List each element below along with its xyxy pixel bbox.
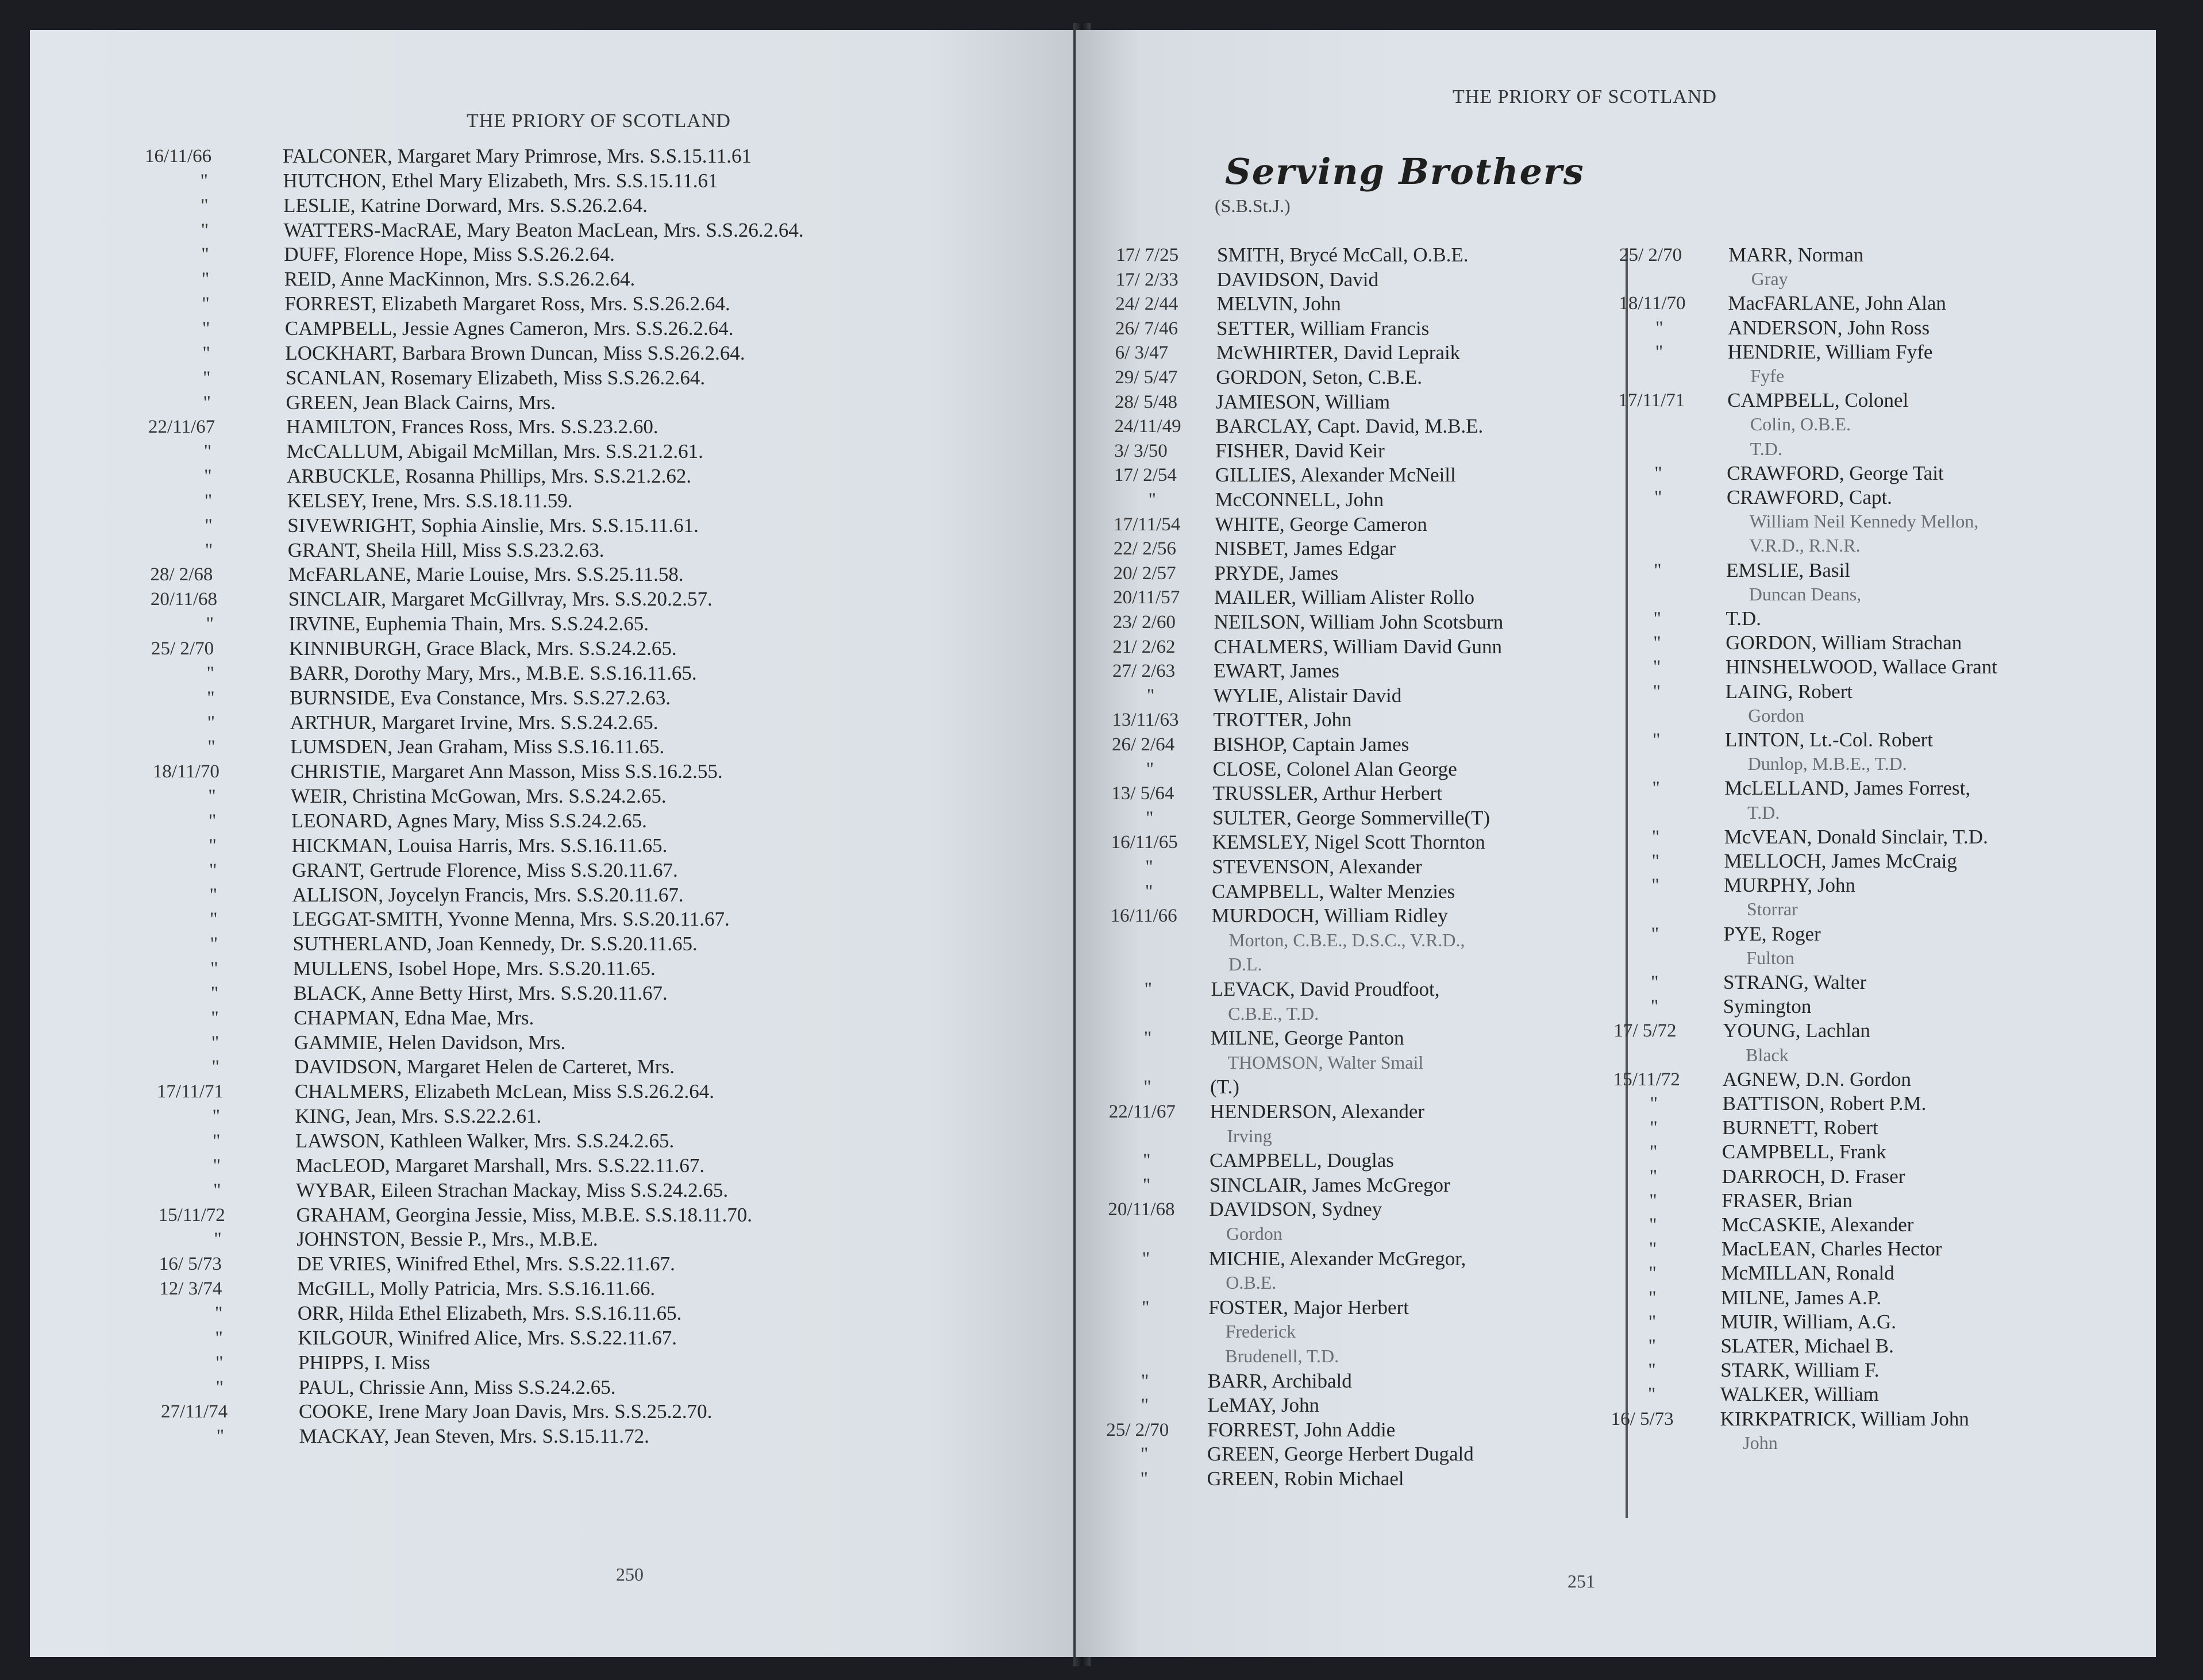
member-entry: KILGOUR, Winifred Alice, Mrs. S.S.22.11.67.	[298, 1326, 677, 1349]
member-entry: MacLEOD, Margaret Marshall, Mrs. S.S.22.11.67.	[295, 1154, 705, 1177]
entry-date: 20/11/57	[1113, 587, 1180, 608]
entry-date: 25/ 2/70	[1619, 245, 1682, 265]
member-entry: GILLIES, Alexander McNeill	[1215, 464, 1456, 487]
member-entry: ORR, Hilda Ethel Elizabeth, Mrs. S.S.16.11.65.	[297, 1301, 682, 1324]
member-entry: MacFARLANE, John Alan	[1728, 292, 1946, 315]
entry-date: "	[1145, 857, 1153, 877]
member-entry: McLELLAND, James Forrest,	[1724, 777, 1971, 800]
member-entry: STEVENSON, Alexander	[1212, 856, 1422, 878]
entry-date: "	[210, 934, 218, 955]
entry-date: "	[209, 884, 217, 905]
member-entry: FORREST, John Addie	[1207, 1418, 1396, 1441]
entry-date: "	[1651, 826, 1660, 847]
member-entry: WEIR, Christina McGowan, Mrs. S.S.24.2.65.	[291, 785, 667, 808]
entry-date: "	[205, 515, 213, 536]
member-entry: SINCLAIR, Margaret McGillvray, Mrs. S.S.20.2.57.	[288, 588, 712, 611]
member-entry: D.L.	[1228, 954, 1262, 975]
member-entry: Brudenell, T.D.	[1225, 1346, 1339, 1366]
entry-date: "	[1653, 681, 1661, 702]
member-entry: GRAHAM, Georgina Jessie, Miss, M.B.E. S.S.18.11.70.	[296, 1203, 753, 1226]
entry-date: "	[201, 244, 209, 265]
member-entry: DAVIDSON, Margaret Helen de Carteret, Mrs.	[294, 1055, 675, 1078]
member-entry: FOSTER, Major Herbert	[1208, 1296, 1409, 1319]
entry-date: 20/11/68	[150, 589, 218, 610]
member-entry: Dunlop, M.B.E., T.D.	[1747, 753, 1907, 775]
member-entry: Symington	[1723, 995, 1812, 1018]
entry-date: "	[211, 1007, 219, 1028]
member-entry: BARCLAY, Capt. David, M.B.E.	[1215, 415, 1484, 438]
entry-date: "	[214, 1229, 222, 1250]
entry-date: 28/ 2/68	[150, 564, 213, 585]
member-entry: WYLIE, Alistair David	[1213, 684, 1402, 707]
entry-date: "	[211, 1032, 219, 1053]
member-entry: JOHNSTON, Bessie P., Mrs., M.B.E.	[296, 1228, 598, 1251]
member-entry: THOMSON, Walter Smail	[1227, 1051, 1424, 1073]
entry-date: "	[1654, 463, 1662, 484]
entry-date: "	[1143, 1028, 1152, 1049]
entry-date: 16/11/66	[1110, 905, 1177, 927]
member-entry: AGNEW, D.N. Gordon	[1722, 1068, 1912, 1091]
member-entry: McCONNELL, John	[1215, 488, 1384, 511]
entry-date: "	[206, 662, 215, 684]
member-entry: COOKE, Irene Mary Joan Davis, Mrs. S.S.25.2.70.	[299, 1400, 712, 1423]
entry-date: "	[206, 614, 214, 635]
member-entry: KELSEY, Irene, Mrs. S.S.18.11.59.	[287, 489, 573, 512]
member-entry: MELLOCH, James McCraig	[1724, 850, 1957, 872]
member-entry: PRYDE, James	[1214, 561, 1339, 584]
entry-date: "	[1655, 317, 1663, 338]
member-entry: MELVIN, John	[1216, 292, 1341, 315]
entry-date: "	[1653, 608, 1661, 629]
member-entry: PYE, Roger	[1723, 922, 1821, 945]
entry-date: 16/ 5/73	[159, 1254, 222, 1275]
member-entry: Gordon	[1748, 704, 1805, 726]
member-entry: WALKER, William	[1720, 1383, 1879, 1406]
entry-date: "	[1649, 1287, 1657, 1308]
member-entry: Storrar	[1746, 899, 1798, 920]
member-entry: DARROCH, D. Fraser	[1721, 1165, 1905, 1188]
member-entry: FALCONER, Margaret Mary Primrose, Mrs. S.S.15.11.61	[283, 145, 752, 167]
member-entry: KIRKPATRICK, William John	[1720, 1407, 1969, 1430]
entry-date: 21/ 2/62	[1112, 636, 1176, 657]
member-entry: STARK, William F.	[1720, 1359, 1880, 1382]
member-entry: McFARLANE, Marie Louise, Mrs. S.S.25.11.58.	[288, 563, 684, 586]
member-entry: WYBAR, Eileen Strachan Mackay, Miss S.S.24.2.65.	[296, 1178, 729, 1201]
entry-date: 26/ 2/64	[1112, 734, 1175, 755]
member-entry: Black	[1746, 1044, 1789, 1065]
member-entry: T.D.	[1726, 607, 1762, 630]
member-entry: SIVEWRIGHT, Sophia Ainslie, Mrs. S.S.15.11.61.	[287, 514, 699, 537]
entry-date: "	[1649, 1263, 1657, 1284]
member-entry: O.B.E.	[1226, 1272, 1277, 1293]
entry-date: 12/ 3/74	[159, 1278, 222, 1300]
entry-date: "	[1140, 1469, 1148, 1489]
section-heading: Serving Brothers	[1225, 151, 1585, 192]
member-entry: McWHIRTER, David Lepraik	[1216, 341, 1461, 364]
member-entry: BARR, Archibald	[1207, 1369, 1352, 1392]
member-entry: LAING, Robert	[1725, 680, 1853, 703]
entry-date: "	[208, 786, 216, 807]
member-entry: WHITE, George Cameron	[1215, 513, 1427, 535]
entry-date: 27/11/74	[161, 1401, 228, 1423]
member-entry: SETTER, William Francis	[1216, 317, 1430, 340]
entry-date: 17/ 7/25	[1116, 245, 1179, 265]
entry-date: "	[1648, 1336, 1656, 1357]
member-entry: ALLISON, Joycelyn Francis, Mrs. S.S.20.11.67.	[292, 883, 684, 906]
column-divider	[1626, 248, 1628, 1518]
member-entry: FISHER, David Keir	[1215, 439, 1385, 462]
member-entry: SCANLAN, Rosemary Elizabeth, Miss S.S.26.2.64.	[285, 366, 706, 389]
member-entry: HAMILTON, Frances Ross, Mrs. S.S.23.2.60.	[286, 415, 658, 438]
member-entry: PHIPPS, I. Miss	[298, 1351, 430, 1374]
member-entry: ARBUCKLE, Rosanna Phillips, Mrs. S.S.21.2.62.	[287, 465, 692, 488]
entry-date: "	[202, 367, 211, 388]
member-entry: LESLIE, Katrine Dorward, Mrs. S.S.26.2.64.	[283, 194, 648, 217]
entry-date: 17/ 5/72	[1613, 1020, 1677, 1042]
member-entry: HUTCHON, Ethel Mary Elizabeth, Mrs. S.S.15.11.61	[283, 169, 718, 192]
entry-date: 17/ 2/33	[1115, 269, 1178, 290]
member-entry: Fulton	[1746, 947, 1794, 968]
member-entry: ARTHUR, Margaret Irvine, Mrs. S.S.24.2.65.	[290, 711, 658, 734]
entry-date: "	[207, 687, 215, 708]
entry-date: 13/ 5/64	[1111, 783, 1174, 804]
member-entry: GRANT, Gertrude Florence, Miss S.S.20.11.67.	[291, 858, 678, 881]
entry-date: "	[200, 170, 209, 191]
entry-date: "	[215, 1327, 223, 1348]
entry-date: "	[212, 1106, 220, 1127]
member-entry: FORREST, Elizabeth Margaret Ross, Mrs. S.S.26.2.64.	[284, 292, 730, 315]
member-entry: William Neil Kennedy Mellon,	[1749, 511, 1979, 532]
member-entry: MARR, Norman	[1728, 244, 1864, 266]
entry-date: 20/ 2/57	[1113, 562, 1176, 584]
member-entry: GRANT, Sheila Hill, Miss S.S.23.2.63.	[287, 538, 604, 561]
entry-date: "	[215, 1377, 224, 1398]
member-entry: MacLEAN, Charles Hector	[1721, 1238, 1942, 1261]
entry-date: "	[1650, 1093, 1658, 1114]
entry-date: "	[202, 294, 210, 315]
entry-date: "	[208, 810, 217, 831]
member-entry: GREEN, George Herbert Dugald	[1207, 1443, 1474, 1466]
entry-date: "	[202, 318, 210, 339]
entry-date: "	[1651, 851, 1659, 872]
member-entry: MURPHY, John	[1724, 874, 1856, 897]
entry-date: "	[1651, 923, 1659, 945]
left-page	[30, 30, 1087, 1657]
entry-date: "	[1145, 807, 1154, 829]
member-entry: KING, Jean, Mrs. S.S.22.2.61.	[295, 1105, 542, 1128]
entry-date: "	[213, 1155, 221, 1176]
member-entry: McMILLAN, Ronald	[1721, 1262, 1894, 1285]
entry-date: "	[209, 860, 217, 881]
entry-date: "	[1146, 685, 1155, 706]
member-entry: MULLENS, Isobel Hope, Mrs. S.S.20.11.65.	[293, 957, 656, 980]
entry-date: 23/ 2/60	[1112, 612, 1176, 633]
right-page	[1076, 30, 2156, 1657]
member-entry: BISHOP, Captain James	[1213, 733, 1409, 756]
entry-date: "	[1648, 1311, 1657, 1332]
entry-date: 17/11/71	[156, 1081, 224, 1103]
member-entry: EWART, James	[1214, 660, 1339, 683]
member-entry: Frederick	[1225, 1321, 1296, 1342]
member-entry: GORDON, William Strachan	[1726, 631, 1962, 654]
member-entry: LOCKHART, Barbara Brown Duncan, Miss S.S.26.2.64.	[285, 341, 745, 364]
entry-date: "	[1648, 1360, 1656, 1381]
entry-date: 16/11/65	[1111, 832, 1178, 853]
member-entry: KEMSLEY, Nigel Scott Thornton	[1212, 831, 1485, 854]
member-entry: SUTHERLAND, Joan Kennedy, Dr. S.S.20.11.65.	[292, 933, 698, 955]
member-entry: CAMPBELL, Walter Menzies	[1211, 880, 1455, 903]
entry-date: 15/11/72	[1613, 1069, 1680, 1090]
member-entry: JAMIESON, William	[1215, 390, 1391, 413]
member-entry: LEGGAT-SMITH, Yvonne Menna, Mrs. S.S.20.11.67.	[292, 908, 730, 931]
member-entry: MACKAY, Jean Steven, Mrs. S.S.15.11.72.	[299, 1425, 649, 1448]
member-entry: Gray	[1751, 268, 1788, 290]
member-entry: STRANG, Walter	[1723, 971, 1867, 993]
member-entry: CLOSE, Colonel Alan George	[1212, 757, 1457, 780]
member-entry: MURDOCH, William Ridley	[1211, 904, 1448, 927]
entry-date: 22/11/67	[1108, 1101, 1176, 1122]
member-entry: CAMPBELL, Douglas	[1210, 1149, 1394, 1172]
entry-date: "	[207, 712, 215, 733]
member-entry: MUIR, William, A.G.	[1720, 1310, 1896, 1333]
entry-date: 24/ 2/44	[1115, 294, 1178, 315]
member-entry: Colin, O.B.E.	[1750, 414, 1851, 435]
entry-date: 22/11/67	[148, 417, 215, 438]
entry-date: "	[216, 1426, 225, 1447]
member-entry: McVEAN, Donald Sinclair, T.D.	[1724, 825, 1988, 848]
member-entry: KINNIBURGH, Grace Black, Mrs. S.S.24.2.65.	[289, 637, 677, 660]
member-entry: GORDON, Seton, C.B.E.	[1216, 366, 1423, 388]
section-subheading: (S.B.St.J.)	[1215, 195, 1291, 216]
member-entry: DAVIDSON, Sydney	[1209, 1198, 1382, 1221]
entry-date: "	[214, 1303, 223, 1324]
member-entry: BURNSIDE, Eva Constance, Mrs. S.S.27.2.63.	[290, 686, 671, 709]
member-entry: Fyfe	[1750, 365, 1785, 386]
entry-date: "	[201, 269, 210, 290]
member-entry: TRUSSLER, Arthur Herbert	[1212, 782, 1442, 805]
entry-date: 24/11/49	[1114, 416, 1181, 437]
member-entry: ANDERSON, John Ross	[1728, 316, 1930, 339]
entry-date: "	[1654, 560, 1662, 581]
entry-date: 29/ 5/47	[1115, 367, 1178, 388]
member-entry: Duncan Deans,	[1748, 583, 1862, 604]
entry-date: "	[1144, 979, 1152, 1000]
entry-date: "	[1655, 341, 1663, 363]
entry-date: "	[1647, 1384, 1656, 1405]
member-entry: HICKMAN, Louisa Harris, Mrs. S.S.16.11.65.	[291, 834, 668, 857]
entry-date: "	[211, 1057, 219, 1078]
entry-date: 26/ 7/46	[1115, 318, 1178, 339]
member-entry: CHAPMAN, Edna Mae, Mrs.	[294, 1006, 534, 1029]
entry-date: 15/11/72	[158, 1204, 225, 1226]
entry-date: "	[1140, 1444, 1149, 1465]
entry-date: "	[209, 835, 217, 856]
member-entry: BURNETT, Robert	[1722, 1116, 1878, 1139]
member-entry: HINSHELWOOD, Wallace Grant	[1725, 656, 1997, 679]
member-entry: CRAWFORD, George Tait	[1727, 461, 1944, 484]
member-entry: FRASER, Brian	[1721, 1189, 1852, 1212]
member-entry: Gordon	[1226, 1223, 1282, 1244]
entry-date: 17/ 2/54	[1114, 465, 1177, 486]
member-entry: Irving	[1227, 1125, 1272, 1146]
member-entry: TROTTER, John	[1213, 708, 1352, 731]
entry-date: 3/ 3/50	[1114, 440, 1168, 461]
member-entry: SULTER, George Sommerville(T)	[1212, 806, 1491, 829]
member-entry: LEVACK, David Proudfoot,	[1211, 978, 1440, 1000]
member-entry: GREEN, Robin Michael	[1207, 1467, 1404, 1490]
member-entry: DAVIDSON, David	[1216, 268, 1378, 291]
member-entry: V.R.D., R.N.R.	[1749, 535, 1861, 556]
member-entry: McGILL, Molly Patricia, Mrs. S.S.16.11.66.	[297, 1277, 656, 1300]
entry-date: 16/ 5/73	[1611, 1408, 1674, 1429]
entry-date: 18/11/70	[1619, 293, 1686, 314]
member-entry: CHALMERS, William David Gunn	[1214, 635, 1502, 658]
entry-date: "	[201, 219, 209, 241]
entry-date: "	[1143, 1077, 1151, 1098]
member-entry: C.B.E., T.D.	[1228, 1003, 1319, 1024]
entry-date: "	[204, 490, 213, 511]
entry-date: "	[1148, 490, 1156, 510]
member-entry: CAMPBELL, Colonel	[1727, 389, 1909, 412]
entry-date: "	[204, 466, 212, 487]
entry-date: "	[1653, 657, 1661, 678]
entry-date: 25/ 2/70	[1106, 1419, 1169, 1440]
running-head: THE PRIORY OF SCOTLAND	[1453, 86, 1717, 107]
member-entry: CRAWFORD, Capt.	[1727, 486, 1892, 508]
entry-date: "	[1654, 487, 1662, 508]
member-entry: LEONARD, Agnes Mary, Miss S.S.24.2.65.	[291, 809, 647, 832]
entry-date: "	[210, 982, 219, 1004]
member-entry: HENDERSON, Alexander	[1210, 1100, 1425, 1123]
entry-date: "	[1653, 633, 1661, 654]
member-entry: (T.)	[1210, 1076, 1239, 1099]
entry-date: 13/11/63	[1112, 710, 1179, 731]
member-entry: MICHIE, Alexander McGregor,	[1208, 1247, 1466, 1270]
member-entry: LeMAY, John	[1207, 1394, 1320, 1417]
entry-date: "	[1649, 1142, 1658, 1163]
member-entry: MAILER, William Alister Rollo	[1214, 586, 1475, 609]
entry-date: 18/11/70	[152, 761, 219, 783]
entry-date: "	[213, 1180, 221, 1201]
entry-date: 6/ 3/47	[1115, 342, 1169, 364]
entry-date: 22/ 2/56	[1113, 538, 1176, 560]
page-number: 251	[1567, 1571, 1595, 1592]
entry-date: 16/11/66	[145, 146, 212, 167]
member-entry: IRVINE, Euphemia Thain, Mrs. S.S.24.2.65.	[288, 612, 649, 635]
entry-date: "	[1649, 1215, 1657, 1235]
member-entry: McCALLUM, Abigail McMillan, Mrs. S.S.21.2.61.	[286, 440, 703, 463]
member-entry: CHRISTIE, Margaret Ann Masson, Miss S.S.16.2.55.	[290, 760, 723, 783]
entry-date: "	[215, 1352, 224, 1373]
member-entry: NISBET, James Edgar	[1214, 537, 1396, 560]
entry-date: "	[1649, 1166, 1658, 1187]
member-entry: T.D.	[1747, 802, 1780, 823]
member-entry: REID, Anne MacKinnon, Mrs. S.S.26.2.64.	[284, 268, 636, 291]
member-entry: GREEN, Jean Black Cairns, Mrs.	[286, 391, 556, 414]
entry-date: "	[1652, 778, 1660, 799]
entry-date: "	[202, 342, 210, 364]
entry-date: 25/ 2/70	[151, 638, 214, 659]
entry-date: "	[1143, 1150, 1151, 1172]
member-entry: NEILSON, William John Scotsburn	[1214, 611, 1504, 633]
entry-date: "	[1651, 972, 1659, 993]
entry-date: "	[1651, 875, 1659, 896]
entry-date: "	[213, 1131, 221, 1151]
entry-date: "	[201, 195, 209, 216]
entry-date: "	[1146, 758, 1154, 780]
member-entry: DE VRIES, Winifred Ethel, Mrs. S.S.22.11.67.	[296, 1253, 675, 1276]
member-entry: MILNE, George Panton	[1210, 1027, 1404, 1050]
member-entry: T.D.	[1750, 438, 1782, 459]
member-entry: LINTON, Lt.-Col. Robert	[1725, 729, 1933, 751]
entry-date: "	[1145, 881, 1153, 902]
entry-date: "	[203, 392, 211, 413]
member-entry: CAMPBELL, Jessie Agnes Cameron, Mrs. S.S.26.2.64.	[284, 317, 734, 340]
entry-date: "	[203, 441, 212, 463]
member-entry: John	[1743, 1432, 1778, 1453]
entry-date: "	[1650, 996, 1659, 1018]
member-entry: CAMPBELL, Frank	[1721, 1140, 1886, 1163]
member-entry: BLACK, Anne Betty Hirst, Mrs. S.S.20.11.67.	[293, 981, 668, 1004]
entry-date: "	[1141, 1370, 1149, 1392]
entry-date: 17/11/71	[1618, 390, 1685, 411]
running-head: THE PRIORY OF SCOTLAND	[467, 110, 731, 132]
member-entry: SLATER, Michael B.	[1720, 1335, 1894, 1357]
member-entry: MILNE, James A.P.	[1721, 1286, 1882, 1309]
member-entry: SINCLAIR, James McGregor	[1209, 1173, 1450, 1196]
member-entry: GAMMIE, Helen Davidson, Mrs.	[294, 1031, 566, 1054]
entry-date: "	[205, 540, 213, 561]
entry-date: "	[1142, 1248, 1150, 1269]
entry-date: "	[1141, 1395, 1149, 1416]
member-entry: LUMSDEN, Jean Graham, Miss S.S.16.11.65.	[290, 735, 665, 758]
entry-date: "	[1142, 1174, 1151, 1196]
member-entry: PAUL, Chrissie Ann, Miss S.S.24.2.65.	[298, 1375, 616, 1398]
member-entry: Morton, C.B.E., D.S.C., V.R.D.,	[1228, 929, 1465, 950]
member-entry: SMITH, Brycé McCall, O.B.E.	[1217, 244, 1469, 266]
entry-date: "	[210, 909, 218, 930]
entry-date: "	[1650, 1118, 1658, 1139]
entry-date: 20/11/68	[1108, 1199, 1175, 1220]
member-entry: LAWSON, Kathleen Walker, Mrs. S.S.24.2.65.	[295, 1130, 675, 1152]
entry-date: "	[1141, 1297, 1150, 1318]
entry-date: 28/ 5/48	[1114, 391, 1177, 413]
member-entry: BATTISON, Robert P.M.	[1722, 1092, 1927, 1115]
entry-date: 17/11/54	[1114, 514, 1181, 535]
entry-date: "	[1649, 1190, 1657, 1211]
entry-date: "	[210, 958, 218, 980]
member-entry: DUFF, Florence Hope, Miss S.S.26.2.64.	[284, 243, 615, 266]
member-entry: BARR, Dorothy Mary, Mrs., M.B.E. S.S.16.11.65.	[289, 661, 697, 684]
member-entry: CHALMERS, Elizabeth McLean, Miss S.S.26.2.64.	[294, 1080, 715, 1103]
entry-date: 27/ 2/63	[1112, 661, 1176, 682]
member-entry: YOUNG, Lachlan	[1723, 1019, 1870, 1042]
member-entry: McCASKIE, Alexander	[1721, 1213, 1914, 1236]
member-entry: WATTERS-MacRAE, Mary Beaton MacLean, Mrs. S.S.26.2.64.	[283, 218, 804, 241]
entry-date: "	[1653, 730, 1661, 750]
page-number: 250	[616, 1564, 644, 1585]
entry-date: "	[1649, 1239, 1657, 1260]
member-entry: HENDRIE, William Fyfe	[1727, 340, 1933, 363]
entry-date: "	[207, 737, 215, 758]
member-entry: EMSLIE, Basil	[1726, 558, 1850, 581]
